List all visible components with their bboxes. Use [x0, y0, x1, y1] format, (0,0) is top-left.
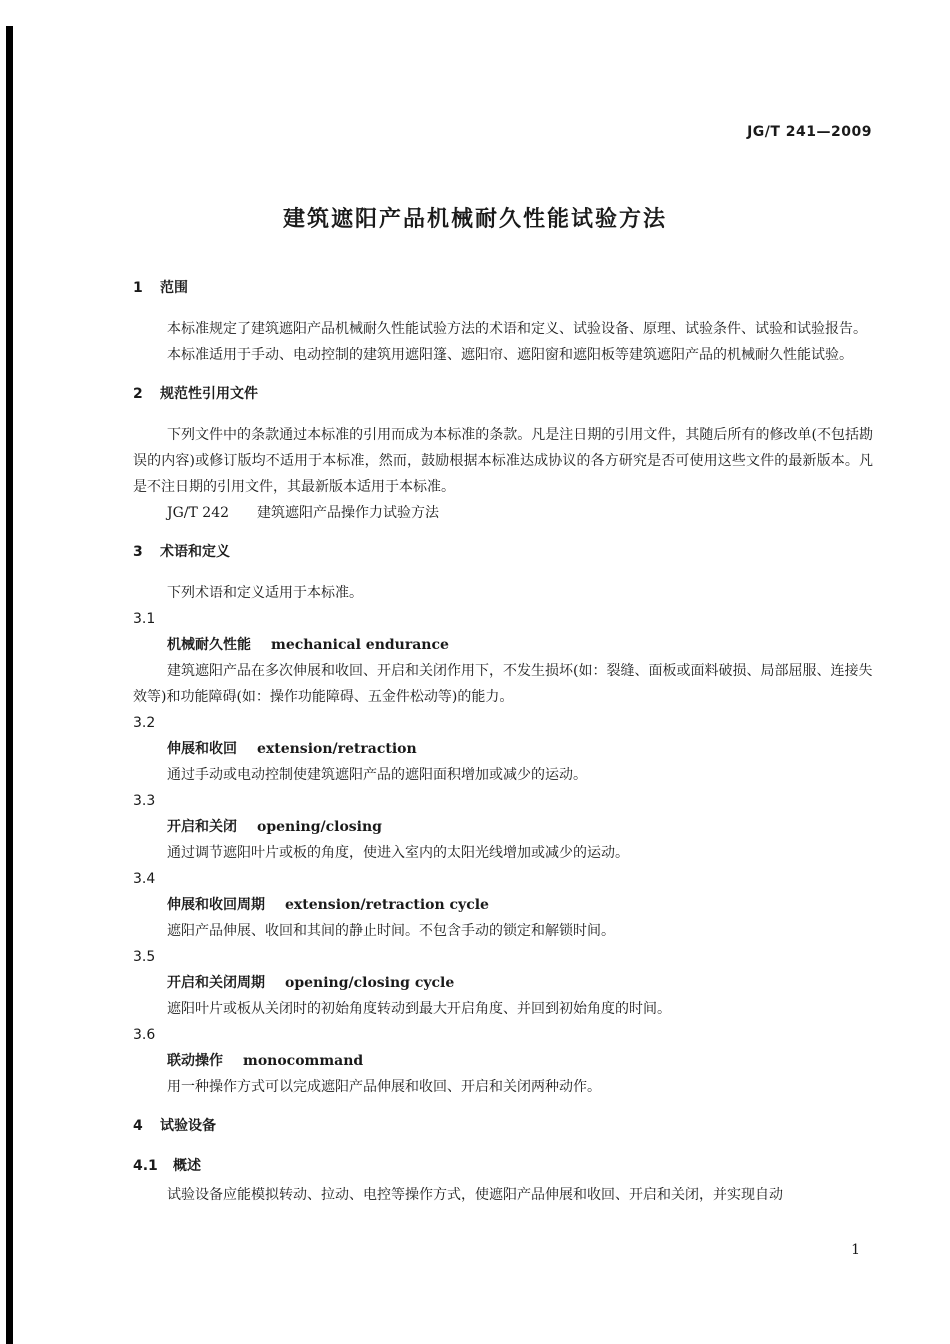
normative-reference — [133, 500, 873, 526]
clause-number: 3.1 — [133, 611, 156, 627]
clause-number: 3.5 — [133, 949, 156, 965]
page-number: 1 — [851, 1242, 860, 1258]
term-zh: 联动操作 — [167, 1053, 223, 1069]
document-body — [133, 276, 873, 1208]
term-entry — [133, 710, 873, 788]
clause-number: 3.3 — [133, 793, 156, 809]
subsection-number: 4.1 — [133, 1158, 158, 1174]
term-heading — [133, 814, 873, 840]
standard-code: JG/T 241—2009 — [747, 124, 872, 140]
section-2-heading — [133, 382, 873, 406]
term-entry — [133, 944, 873, 1022]
term-en: extension/retraction cycle — [285, 897, 489, 913]
subsection-title: 概述 — [173, 1158, 201, 1174]
term-zh: 机械耐久性能 — [167, 637, 251, 653]
term-zh: 伸展和收回周期 — [167, 897, 265, 913]
section-title: 范围 — [160, 280, 188, 296]
term-definition: 建筑遮阳产品在多次伸展和收回、开启和关闭作用下，不发生损坏(如：裂缝、面板或面料破损、局部屈服、连接失效等)和功能障碍(如：操作功能障碍、五金件松动等)的能力。 — [133, 663, 873, 705]
section-title: 试验设备 — [160, 1118, 216, 1134]
paragraph: 本标准适用于手动、电动控制的建筑用遮阳篷、遮阳帘、遮阳窗和遮阳板等建筑遮阳产品的机械耐久性能试验。 — [167, 347, 853, 363]
section-number: 2 — [133, 386, 143, 402]
term-definition: 遮阳叶片或板从关闭时的初始角度转动到最大开启角度、并回到初始角度的时间。 — [167, 1001, 671, 1017]
clause-number: 3.6 — [133, 1027, 156, 1043]
term-zh: 开启和关闭周期 — [167, 975, 265, 991]
term-entry — [133, 606, 873, 710]
paragraph: 下列文件中的条款通过本标准的引用而成为本标准的条款。凡是注日期的引用文件，其随后所有的修改单(不包括勘误的内容)或修订版均不适用于本标准，然而，鼓励根据本标准达成协议的各方研究是否可使用这些文件的最新版本。凡是不注日期的引用文件，其最新版本适用于本标准。 — [133, 427, 873, 495]
section-number: 3 — [133, 544, 143, 560]
term-en: monocommand — [243, 1053, 364, 1069]
subsection-4-1-heading — [133, 1154, 873, 1178]
term-en: opening/closing — [257, 819, 382, 835]
section-title: 术语和定义 — [160, 544, 230, 560]
paragraph: 下列术语和定义适用于本标准。 — [167, 585, 363, 601]
clause-number: 3.4 — [133, 871, 156, 887]
term-heading — [133, 1048, 873, 1074]
term-heading — [133, 892, 873, 918]
section-number: 4 — [133, 1118, 143, 1134]
term-en: mechanical endurance — [271, 637, 449, 653]
clause-number: 3.2 — [133, 715, 156, 731]
document-title: 建筑遮阳产品机械耐久性能试验方法 — [282, 207, 667, 232]
term-definition: 遮阳产品伸展、收回和其间的静止时间。不包含手动的锁定和解锁时间。 — [167, 923, 615, 939]
term-definition: 通过手动或电动控制使建筑遮阳产品的遮阳面积增加或减少的运动。 — [167, 767, 587, 783]
reference-title: 建筑遮阳产品操作力试验方法 — [257, 505, 439, 521]
term-definition: 用一种操作方式可以完成遮阳产品伸展和收回、开启和关闭两种动作。 — [167, 1079, 601, 1095]
section-1-heading — [133, 276, 873, 300]
section-4-heading — [133, 1114, 873, 1138]
term-heading — [133, 970, 873, 996]
reference-code: JG/T 242 — [167, 505, 230, 521]
paragraph: 本标准规定了建筑遮阳产品机械耐久性能试验方法的术语和定义、试验设备、原理、试验条件、试验和试验报告。 — [167, 321, 867, 337]
term-en: extension/retraction — [257, 741, 417, 757]
term-entry — [133, 1022, 873, 1100]
term-heading — [133, 632, 873, 658]
paragraph: 试验设备应能模拟转动、拉动、电控等操作方式，使遮阳产品伸展和收回、开启和关闭，并实现自动 — [167, 1187, 783, 1203]
term-entry — [133, 866, 873, 944]
term-en: opening/closing cycle — [285, 975, 455, 991]
term-definition: 通过调节遮阳叶片或板的角度，使进入室内的太阳光线增加或减少的运动。 — [167, 845, 629, 861]
section-title: 规范性引用文件 — [160, 386, 258, 402]
term-entry — [133, 788, 873, 866]
term-zh: 开启和关闭 — [167, 819, 237, 835]
section-3-heading — [133, 540, 873, 564]
term-zh: 伸展和收回 — [167, 741, 237, 757]
term-heading — [133, 736, 873, 762]
section-number: 1 — [133, 280, 143, 296]
